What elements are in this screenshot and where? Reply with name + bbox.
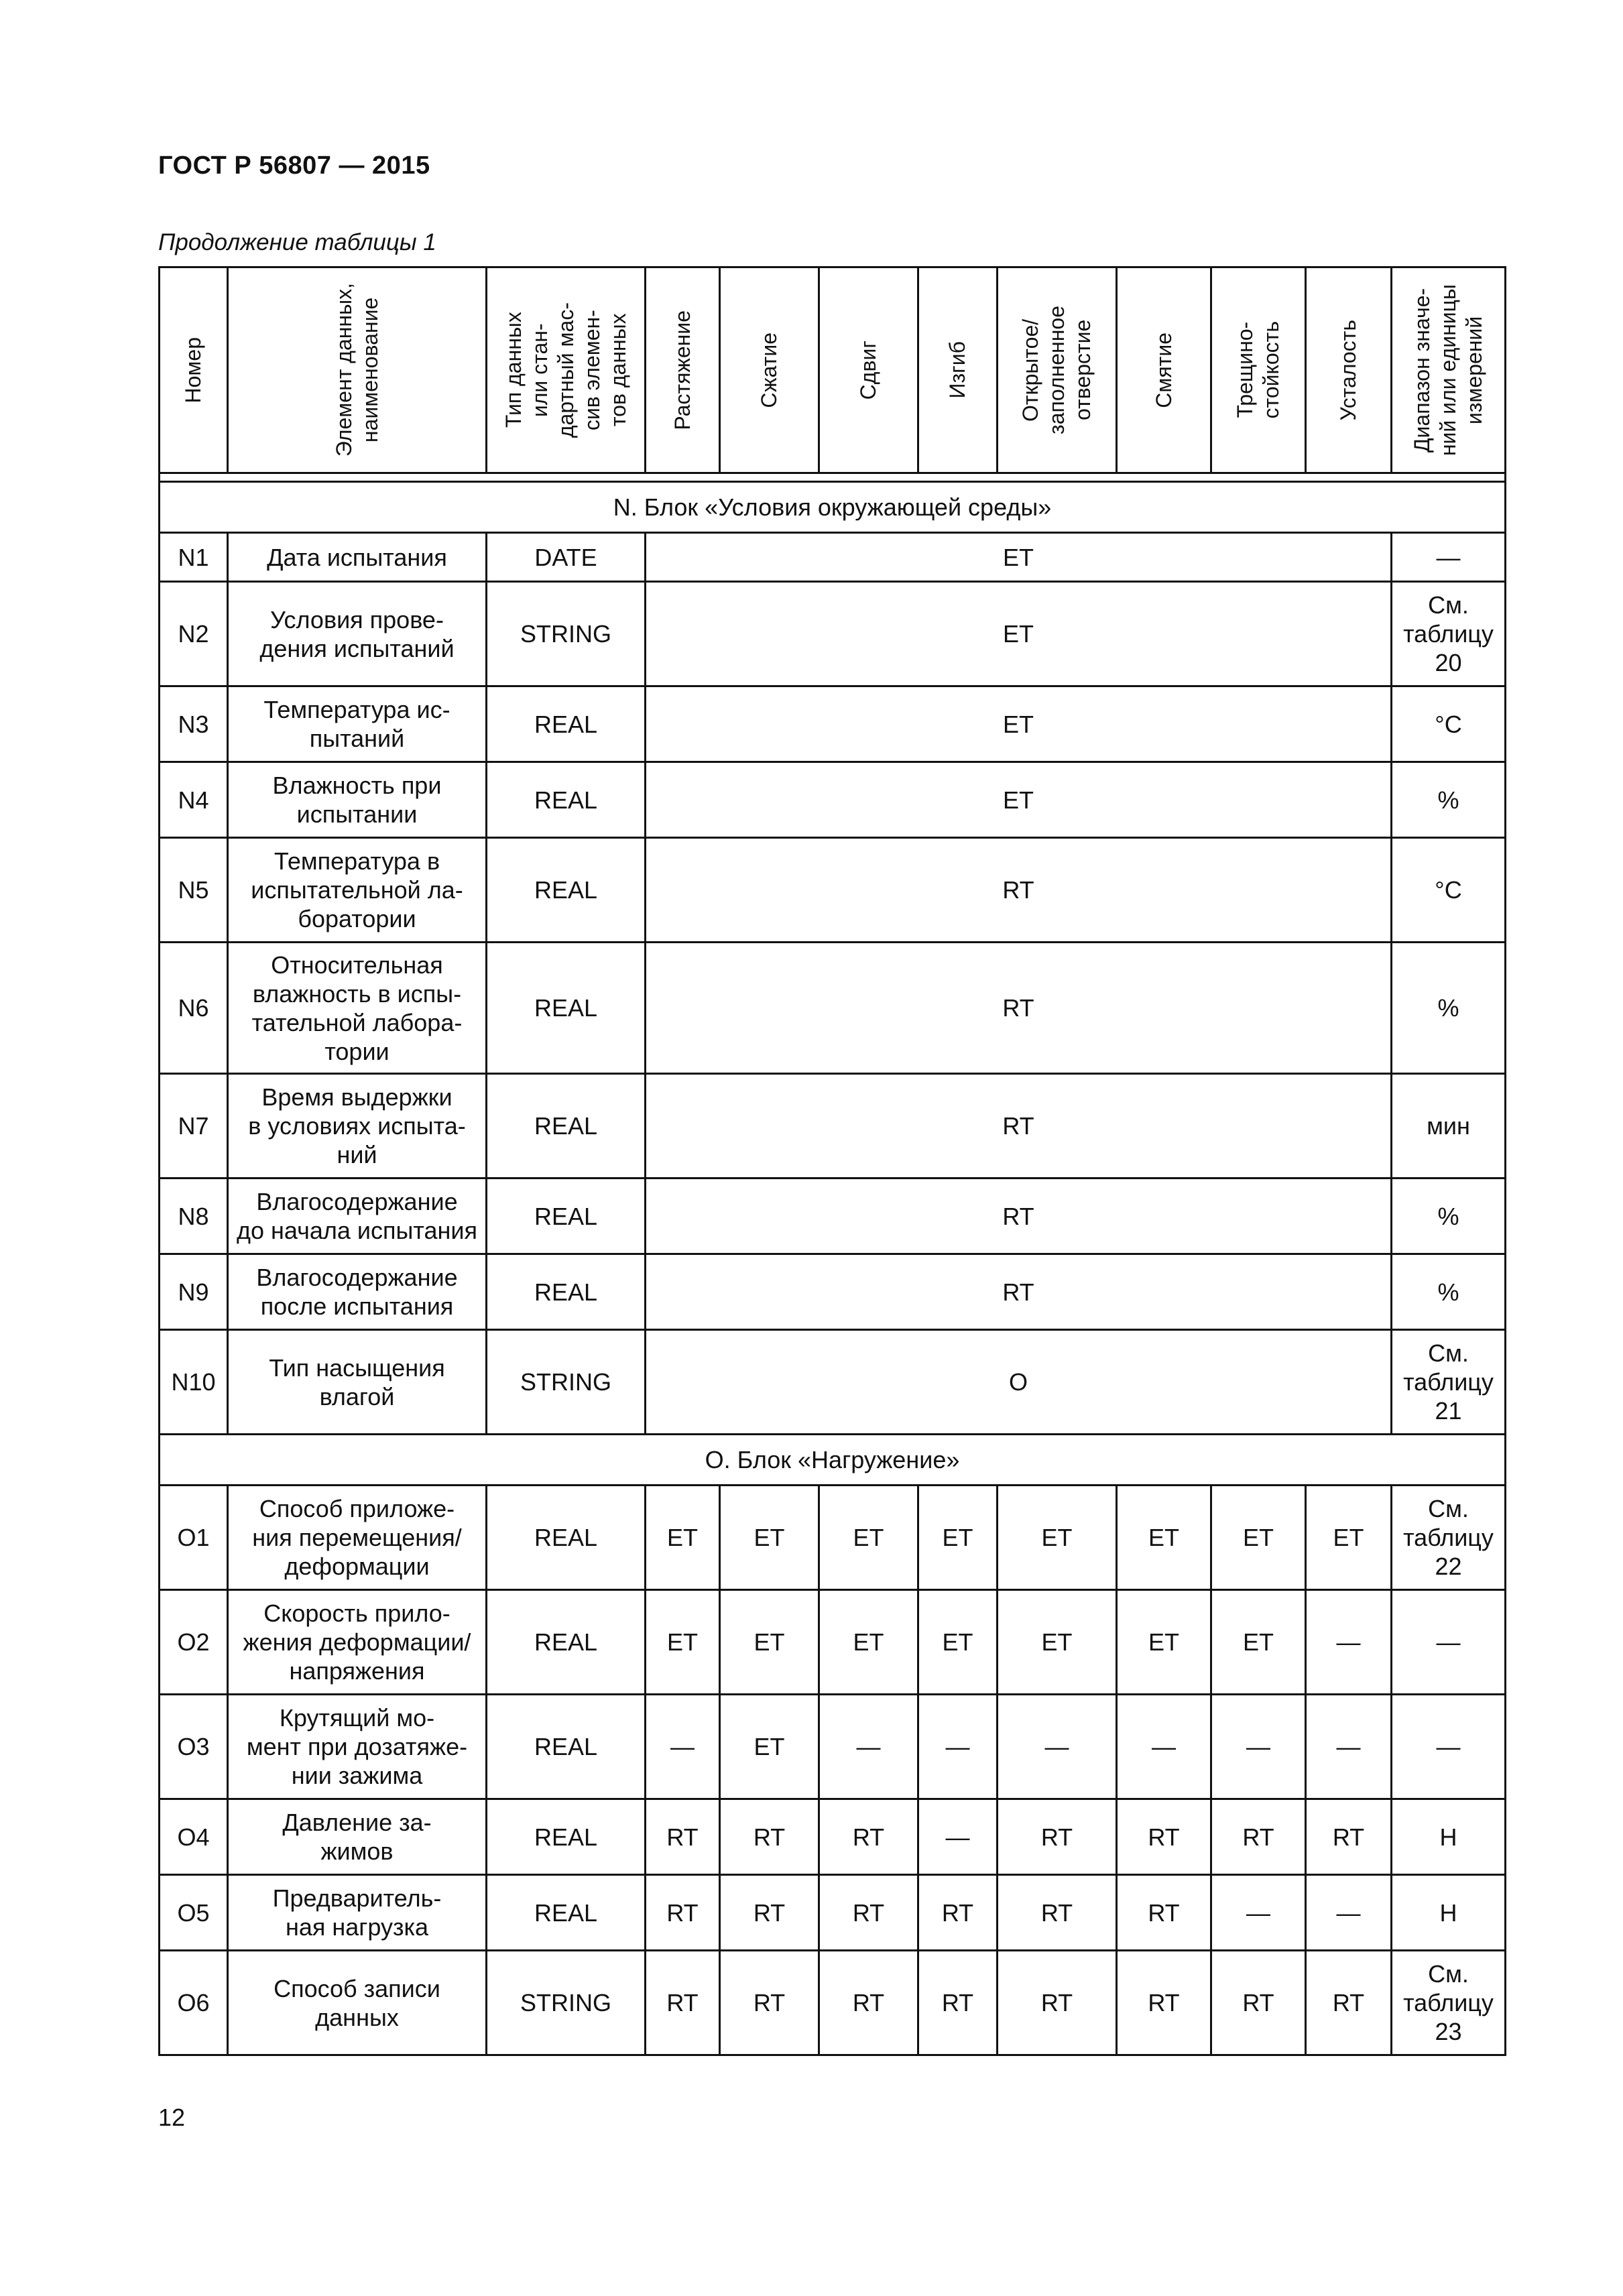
row-data-type: REAL xyxy=(487,1486,646,1590)
col-header-data-type: Тип данных или стан- дартный мас- сив элемен- тов данных xyxy=(487,267,646,473)
row-test-cell: — xyxy=(998,1695,1117,1799)
row-number: N4 xyxy=(160,762,228,838)
block-row-n xyxy=(160,482,1506,533)
row-test-cell: ET xyxy=(1117,1590,1211,1695)
row-range: °С xyxy=(1392,686,1506,762)
row-range: — xyxy=(1392,533,1506,582)
table-row xyxy=(160,1330,1506,1435)
block-title-n: N. Блок «Условия окружающей среды» xyxy=(160,482,1506,533)
col-header-shear: Сдвиг xyxy=(819,267,918,473)
table-row xyxy=(160,533,1506,582)
block-n-rows xyxy=(160,533,1506,1435)
row-test-cell: — xyxy=(646,1695,720,1799)
col-header-bearing: Смятие xyxy=(1117,267,1211,473)
row-number: N6 xyxy=(160,943,228,1074)
row-test-cell: RT xyxy=(646,1951,720,2055)
row-number: N2 xyxy=(160,582,228,686)
row-range: — xyxy=(1392,1590,1506,1695)
row-element-name: Влагосодержание до начала испытания xyxy=(228,1179,487,1254)
row-number: N1 xyxy=(160,533,228,582)
row-data-type: REAL xyxy=(487,943,646,1074)
col-header-number: Номер xyxy=(160,267,228,473)
table-row xyxy=(160,1695,1506,1799)
row-data-type: STRING xyxy=(487,1330,646,1435)
col-header-fatigue: Усталость xyxy=(1306,267,1392,473)
table-header-row xyxy=(160,267,1506,473)
row-test-cell: ET xyxy=(819,1590,918,1695)
row-test-cell: — xyxy=(1117,1695,1211,1799)
row-range: Н xyxy=(1392,1875,1506,1951)
row-test-cell: RT xyxy=(998,1875,1117,1951)
row-data-type: DATE xyxy=(487,533,646,582)
row-test-cell: RT xyxy=(646,1799,720,1875)
row-range: % xyxy=(1392,762,1506,838)
row-test-cell: RT xyxy=(720,1799,819,1875)
row-test-cell: RT xyxy=(998,1951,1117,2055)
row-range: Н xyxy=(1392,1799,1506,1875)
row-element-name: Температура ис- пытаний xyxy=(228,686,487,762)
row-test-cell: ET xyxy=(918,1486,998,1590)
row-number: O1 xyxy=(160,1486,228,1590)
row-element-name: Давление за- жимов xyxy=(228,1799,487,1875)
row-element-name: Крутящий мо- мент при дозатяже- нии зажима xyxy=(228,1695,487,1799)
row-data-type: REAL xyxy=(487,686,646,762)
row-test-cell: ET xyxy=(998,1486,1117,1590)
row-test-cell: ET xyxy=(720,1486,819,1590)
row-test-cell: RT xyxy=(1117,1799,1211,1875)
row-data-type: REAL xyxy=(487,1799,646,1875)
col-header-open-filled-hole: Открытое/ заполненное отверстие xyxy=(998,267,1117,473)
row-test-cell: RT xyxy=(1306,1799,1392,1875)
row-test-cell: ET xyxy=(720,1695,819,1799)
table-row xyxy=(160,838,1506,943)
row-number: O2 xyxy=(160,1590,228,1695)
row-element-name: Дата испытания xyxy=(228,533,487,582)
row-data-type: REAL xyxy=(487,1179,646,1254)
row-test-cell: — xyxy=(1306,1695,1392,1799)
row-test-cell: RT xyxy=(1306,1951,1392,2055)
row-number: N3 xyxy=(160,686,228,762)
row-data-type: STRING xyxy=(487,582,646,686)
col-header-range-units: Диапазон значе- ний или единицы измерений xyxy=(1392,267,1506,473)
row-test-cell: ET xyxy=(819,1486,918,1590)
row-number: O6 xyxy=(160,1951,228,2055)
row-range: См. таблицу 21 xyxy=(1392,1330,1506,1435)
row-element-name: Скорость прило- жения деформации/ напряжения xyxy=(228,1590,487,1695)
row-data-type: REAL xyxy=(487,1254,646,1330)
row-test-value: O xyxy=(646,1330,1392,1435)
row-range: % xyxy=(1392,1254,1506,1330)
row-range: мин xyxy=(1392,1074,1506,1179)
row-test-cell: ET xyxy=(646,1590,720,1695)
row-test-cell: RT xyxy=(720,1875,819,1951)
row-test-value: RT xyxy=(646,1074,1392,1179)
row-number: N8 xyxy=(160,1179,228,1254)
row-test-cell: ET xyxy=(720,1590,819,1695)
row-test-cell: RT xyxy=(819,1951,918,2055)
row-test-cell: RT xyxy=(819,1875,918,1951)
row-range: % xyxy=(1392,943,1506,1074)
row-element-name: Время выдержки в условиях испыта- ний xyxy=(228,1074,487,1179)
row-test-cell: ET xyxy=(1117,1486,1211,1590)
row-test-cell: RT xyxy=(646,1875,720,1951)
col-header-element-name: Элемент данных, наименование xyxy=(228,267,487,473)
row-number: O5 xyxy=(160,1875,228,1951)
row-element-name: Температура в испытательной ла- боратории xyxy=(228,838,487,943)
data-elements-table xyxy=(158,266,1506,2056)
row-range: См. таблицу 20 xyxy=(1392,582,1506,686)
table-row xyxy=(160,1951,1506,2055)
row-data-type: STRING xyxy=(487,1951,646,2055)
row-test-value: RT xyxy=(646,838,1392,943)
document-header: ГОСТ Р 56807 — 2015 xyxy=(158,152,430,180)
row-test-value: RT xyxy=(646,1254,1392,1330)
row-range: См. таблицу 23 xyxy=(1392,1951,1506,2055)
row-number: O4 xyxy=(160,1799,228,1875)
row-test-value: RT xyxy=(646,943,1392,1074)
row-number: N10 xyxy=(160,1330,228,1435)
row-data-type: REAL xyxy=(487,762,646,838)
table-row xyxy=(160,1074,1506,1179)
row-test-cell: ET xyxy=(998,1590,1117,1695)
row-test-cell: RT xyxy=(1211,1951,1306,2055)
row-element-name: Тип насыщения влагой xyxy=(228,1330,487,1435)
row-test-cell: RT xyxy=(1211,1799,1306,1875)
row-number: N7 xyxy=(160,1074,228,1179)
row-range: См. таблицу 22 xyxy=(1392,1486,1506,1590)
row-data-type: REAL xyxy=(487,838,646,943)
row-data-type: REAL xyxy=(487,1695,646,1799)
row-test-cell: ET xyxy=(1211,1486,1306,1590)
row-test-cell: — xyxy=(819,1695,918,1799)
row-range: °С xyxy=(1392,838,1506,943)
row-number: N9 xyxy=(160,1254,228,1330)
table-row xyxy=(160,1179,1506,1254)
row-element-name: Условия прове- дения испытаний xyxy=(228,582,487,686)
table-row xyxy=(160,1254,1506,1330)
block-row-o xyxy=(160,1435,1506,1486)
row-element-name: Влажность при испытании xyxy=(228,762,487,838)
row-test-value: RT xyxy=(646,1179,1392,1254)
row-test-cell: ET xyxy=(918,1590,998,1695)
row-test-cell: ET xyxy=(646,1486,720,1590)
row-test-cell: ET xyxy=(1306,1486,1392,1590)
row-test-cell: — xyxy=(918,1695,998,1799)
table-row xyxy=(160,1486,1506,1590)
row-number: N5 xyxy=(160,838,228,943)
row-test-value: ET xyxy=(646,686,1392,762)
row-range: — xyxy=(1392,1695,1506,1799)
table-row xyxy=(160,1799,1506,1875)
row-data-type: REAL xyxy=(487,1590,646,1695)
row-test-cell: ET xyxy=(1211,1590,1306,1695)
row-test-cell: — xyxy=(1211,1695,1306,1799)
row-element-name: Влагосодержание после испытания xyxy=(228,1254,487,1330)
row-test-cell: — xyxy=(918,1799,998,1875)
table-continuation-caption: Продолжение таблицы 1 xyxy=(158,229,436,255)
table-row xyxy=(160,582,1506,686)
row-element-name: Предваритель- ная нагрузка xyxy=(228,1875,487,1951)
table-row xyxy=(160,686,1506,762)
block-title-o: O. Блок «Нагружение» xyxy=(160,1435,1506,1486)
row-test-cell: — xyxy=(1306,1590,1392,1695)
table-row xyxy=(160,1590,1506,1695)
row-test-cell: RT xyxy=(918,1875,998,1951)
row-test-cell: RT xyxy=(998,1799,1117,1875)
row-test-cell: — xyxy=(1306,1875,1392,1951)
row-range: % xyxy=(1392,1179,1506,1254)
row-data-type: REAL xyxy=(487,1875,646,1951)
row-test-value: ET xyxy=(646,762,1392,838)
table-row xyxy=(160,943,1506,1074)
table-row xyxy=(160,762,1506,838)
row-element-name: Способ приложе- ния перемещения/ деформации xyxy=(228,1486,487,1590)
col-header-fracture-toughness: Трещино- стойкость xyxy=(1211,267,1306,473)
row-test-value: ET xyxy=(646,533,1392,582)
col-header-bending: Изгиб xyxy=(918,267,998,473)
row-number: O3 xyxy=(160,1695,228,1799)
col-header-compression: Сжатие xyxy=(720,267,819,473)
col-header-tension: Растяжение xyxy=(646,267,720,473)
row-data-type: REAL xyxy=(487,1074,646,1179)
row-test-cell: RT xyxy=(918,1951,998,2055)
row-test-cell: — xyxy=(1211,1875,1306,1951)
header-separator xyxy=(160,473,1506,482)
row-element-name: Относительная влажность в испы- тательной лабора- тории xyxy=(228,943,487,1074)
row-test-cell: RT xyxy=(1117,1875,1211,1951)
row-test-cell: RT xyxy=(1117,1951,1211,2055)
row-test-cell: RT xyxy=(819,1799,918,1875)
row-element-name: Способ записи данных xyxy=(228,1951,487,2055)
row-test-value: ET xyxy=(646,582,1392,686)
page-number: 12 xyxy=(158,2104,186,2131)
row-test-cell: RT xyxy=(720,1951,819,2055)
table-row xyxy=(160,1875,1506,1951)
block-o-rows xyxy=(160,1486,1506,2055)
